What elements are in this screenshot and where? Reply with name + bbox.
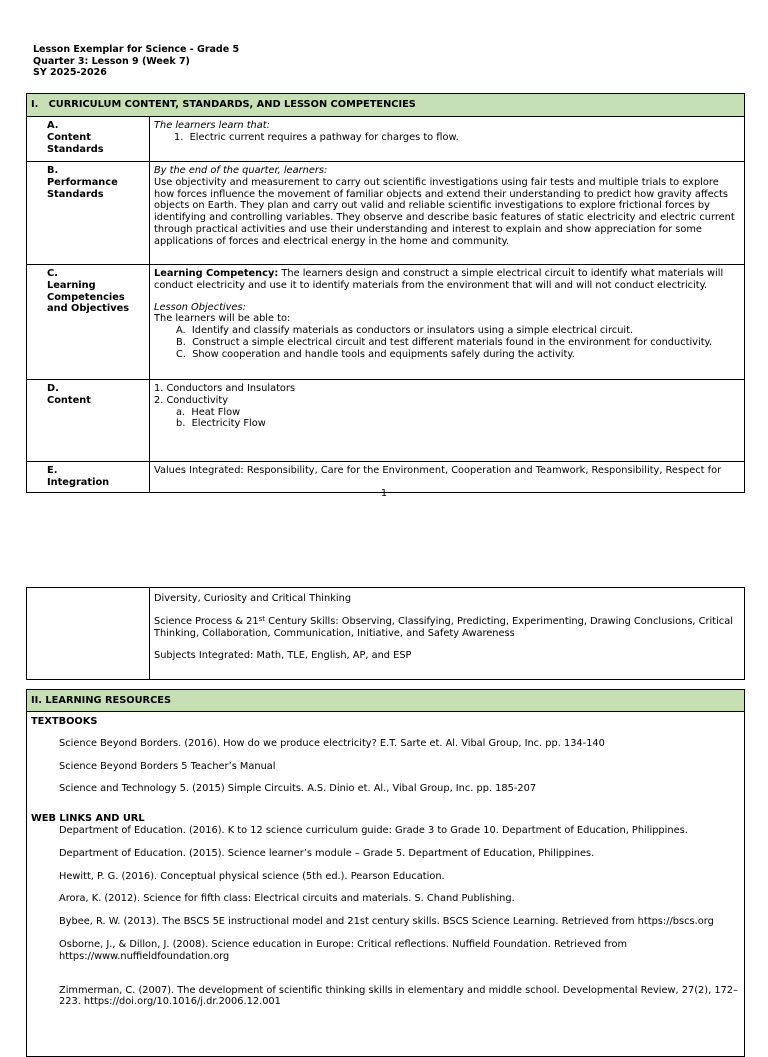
objective-item <box>154 325 740 337</box>
integration-continued-table <box>26 587 745 680</box>
content-subitem <box>154 418 740 430</box>
skills-superscript: st <box>258 614 265 623</box>
section2-heading: II. LEARNING RESOURCES <box>27 690 745 712</box>
label-text: Integration <box>47 476 110 488</box>
performance-standards-cell <box>150 162 745 265</box>
objective-text: Identify and classify materials as conductors or insulators using a simple electrical circuit. <box>191 325 634 337</box>
item-number: 1. <box>174 131 184 143</box>
label-text: Content Standards <box>47 131 104 155</box>
objective-text: Construct a simple electrical circuit and test different materials found in the environment for conductivity. <box>192 336 713 348</box>
weblink-ref: Osborne, J., & Dillon, J. (2008). Science education in Europe: Critical reflections. Nuffield Foundation. Retrieved from https://www.nuffieldfoundation.org <box>59 938 628 962</box>
row-content-standards <box>27 117 745 162</box>
label-content <box>27 380 150 462</box>
subitem-text: Electricity Flow <box>191 418 266 430</box>
label-letter: E. <box>47 465 58 476</box>
label-letter: C. <box>47 268 58 279</box>
header-school-year: SY 2025-2026 <box>33 67 107 78</box>
subjects-integrated: Subjects Integrated: Math, TLE, English, AP, and ESP <box>154 650 412 662</box>
empty-label-cell <box>27 588 150 680</box>
integration-continued-cell <box>150 588 745 680</box>
label-letter: B. <box>47 165 59 176</box>
skills-prefix: Science Process & 21 <box>154 615 259 627</box>
competency-text: The learners design and construct a simple electrical circuit to identify what materials will conduct electricity and use it to identify materials from the environment that will and will not conduct electricity. <box>154 268 724 291</box>
textbook-ref: Science and Technology 5. (2015) Simple Circuits. A.S. Dinio et. Al., Vibal Group, Inc. pp. 185-207 <box>59 783 537 795</box>
subitem-letter: a. <box>176 406 186 418</box>
row-learning-competencies <box>27 265 745 380</box>
subitem-letter: b. <box>176 418 186 430</box>
row-performance-standards <box>27 162 745 265</box>
skills-text <box>154 616 740 640</box>
subitem-text: Heat Flow <box>191 406 241 418</box>
learning-competencies-cell <box>150 265 745 380</box>
label-learning-competencies <box>27 265 150 380</box>
label-content-standards <box>27 117 150 162</box>
label-text: Learning Competencies and Objectives <box>47 279 130 315</box>
textbook-ref: Science Beyond Borders. (2016). How do we produce electricity? E.T. Sarte et. Al. Vibal Group, Inc. pp. 134-140 <box>59 737 605 749</box>
content-standards-cell <box>150 117 745 162</box>
skills-rest: Century Skills: Observing, Classifying, Predicting, Experimenting, Drawing Conclusions, Critical Thinking, Collaboration, Communication, Initiative, and Safety Awareness <box>154 615 733 639</box>
objective-letter: A. <box>176 325 186 337</box>
performance-intro: By the end of the quarter, learners: <box>154 165 328 176</box>
weblink-ref: Arora, K. (2012). Science for fifth class: Electrical circuits and materials. S. Chand Publishing. <box>59 893 515 905</box>
objectives-label: Lesson Objectives: <box>154 301 246 313</box>
weblink-ref: Department of Education. (2016). K to 12 science curriculum guide: Grade 3 to Grade 10. Department of Education, Philippines. <box>59 824 688 836</box>
weblink-ref: Bybee, R. W. (2013). The BSCS 5E instructional model and 21st century skills. BSCS Science Learning. Retrieved from https://bscs.org <box>59 916 714 928</box>
textbook-ref: Science Beyond Borders 5 Teacher’s Manual <box>59 760 276 772</box>
page-number: 1 <box>380 488 388 499</box>
weblink-ref: Hewitt, P. G. (2016). Conceptual physical science (5th ed.). Pearson Education. <box>59 870 445 882</box>
objective-letter: B. <box>176 336 186 348</box>
content-standards-intro: The learners learn that: <box>154 120 270 131</box>
header-title: Lesson Exemplar for Science - Grade 5 <box>33 44 240 55</box>
weblink-ref: Zimmerman, C. (2007). The development of scientific thinking skills in elementary and middle school. Developmental Review, 27(2), 172–223. https://doi.org/10.1016/j.dr.2006.12.001 <box>59 984 738 1008</box>
integration-text: Values Integrated: Responsibility, Care for the Environment, Cooperation and Teamwork, Responsibility, Respect for <box>154 465 722 476</box>
section1-heading <box>27 94 745 117</box>
label-letter: A. <box>47 120 59 131</box>
weblink-ref: Department of Education. (2015). Science learner’s module – Grade 5. Department of Education, Philippines. <box>59 847 595 859</box>
section1-number: I. <box>31 99 39 110</box>
performance-text: Use objectivity and measurement to carry out scientific investigations using fair tests and multiple trials to explore how forces influence the movement of familiar objects and extend their understanding to predict how gravity affects objects on Earth. They plan and carry out valid and reliable scientific investigations to explore frictional forces by identifying and controlling variables. They observe and describe basic features of static electricity and electric current through practical activities and use their understanding and interest to explain and show appreciation for some applications of forces and electrical energy in the home and community. <box>154 176 735 247</box>
content-subitem <box>154 407 740 419</box>
objectives-intro: The learners will be able to: <box>154 313 291 325</box>
label-performance-standards <box>27 162 150 265</box>
document-header <box>33 44 239 79</box>
header-quarter: Quarter 3: Lesson 9 (Week 7) <box>33 55 190 67</box>
learning-resources-table <box>26 689 745 1057</box>
label-text: Content <box>47 394 91 406</box>
textbooks-label: TEXTBOOKS <box>31 716 98 727</box>
content-item-2: 2. Conductivity <box>154 394 229 406</box>
section1-title: CURRICULUM CONTENT, STANDARDS, AND LESSON COMPETENCIES <box>48 99 416 110</box>
content-cell <box>150 380 745 462</box>
curriculum-table <box>26 93 745 493</box>
weblinks-label: WEB LINKS AND URL <box>31 813 145 825</box>
objective-item <box>154 349 740 361</box>
content-standard-item: Electric current requires a pathway for charges to flow. <box>189 131 459 143</box>
objective-letter: C. <box>176 348 186 360</box>
values-continued: Diversity, Curiosity and Critical Thinking <box>154 593 352 604</box>
objective-text: Show cooperation and handle tools and equipments safely during the activity. <box>192 348 575 360</box>
label-letter: D. <box>47 383 59 394</box>
objective-item <box>154 337 740 349</box>
resources-cell <box>27 712 745 1057</box>
competency-label: Learning Competency: <box>154 268 279 279</box>
row-content <box>27 380 745 462</box>
content-item-1: 1. Conductors and Insulators <box>154 383 296 394</box>
label-text: Performance Standards <box>47 176 118 200</box>
